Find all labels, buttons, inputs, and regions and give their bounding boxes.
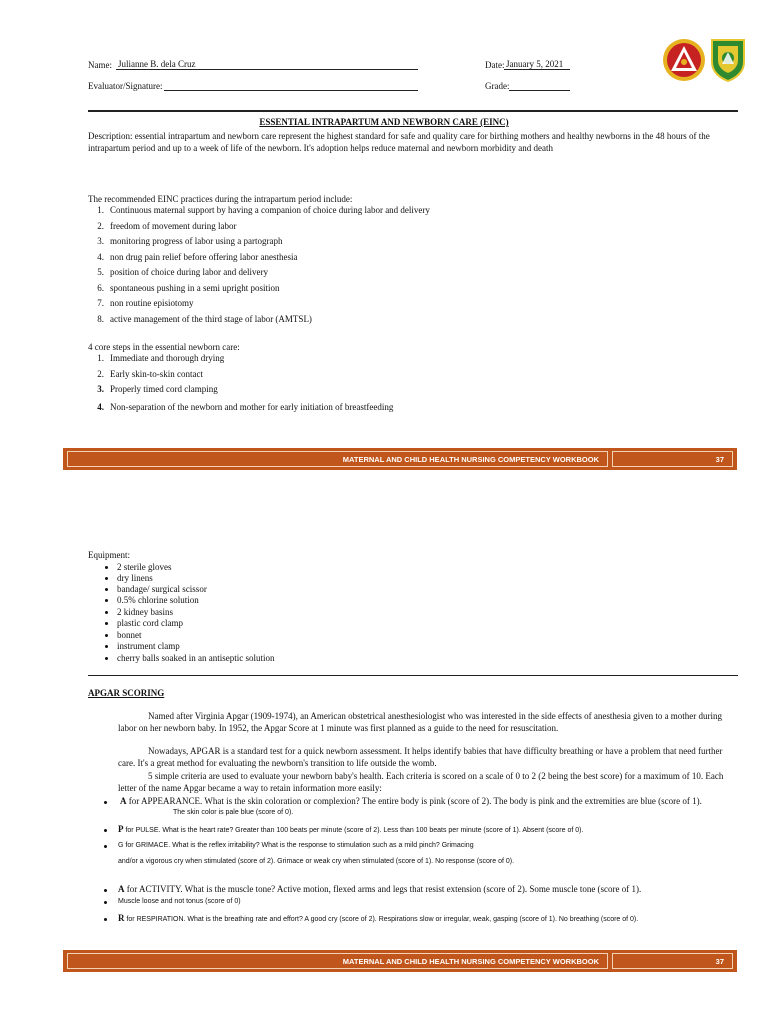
einc-description-line2: intrapartum period and up to a week of life of the newborn. It's adoption helps reduce maternal and newborn morbidity and death bbox=[88, 143, 553, 153]
einc-title: ESSENTIAL INTRAPARTUM AND NEWBORN CARE (EINC) bbox=[259, 117, 509, 127]
equipment-label: Equipment: bbox=[88, 550, 130, 560]
bullet-icon bbox=[105, 611, 108, 614]
apgar-para2-line1: Nowadays, APGAR is a standard test for a quick newborn assessment. It helps identify babies that have difficulty breathing or have a problem that need further bbox=[148, 746, 723, 756]
apgar-grimace-sub: and/or a vigorous cry when stimulated (score of 2). Grimace or weak cry when stimulated (score of 1). No response (score of 0). bbox=[118, 858, 515, 865]
bullet-icon bbox=[105, 645, 108, 648]
grade-label: Grade: bbox=[485, 81, 510, 91]
apgar-activity bbox=[118, 884, 641, 895]
apgar-letter: A bbox=[120, 796, 127, 806]
bullet-icon bbox=[105, 588, 108, 591]
apgar-pulse bbox=[118, 824, 583, 836]
apgar-para1-line1: Named after Virginia Apgar (1909-1974), an American obstetrical anesthesiologist who was interested in the side effects of anesthesia given to a mother during bbox=[148, 711, 723, 721]
date-field[interactable] bbox=[504, 58, 570, 70]
apgar-criterion-text: for APPEARANCE. What is the skin coloration or complexion? The entire body is pink (score of 2). The body is pink and the extremities are blue (score of 1). bbox=[128, 796, 702, 806]
bullet-icon bbox=[104, 918, 107, 921]
apgar-para1-line2: labor on her newborn baby. In 1952, the Apgar Score at 1 minute was first planned as a guide to the need for resuscitation. bbox=[118, 723, 559, 733]
apgar-criterion-text: for RESPIRATION. What is the breathing rate and effort? A good cry (score of 2). Respirations slow or irregular, weak, gasping (score of 1). No breathing (score of 0). bbox=[126, 916, 639, 923]
list-item: 2 sterile gloves bbox=[117, 562, 172, 572]
list-item: dry linens bbox=[117, 573, 153, 583]
evaluator-label: Evaluator/Signature: bbox=[88, 81, 163, 91]
apgar-letter: R bbox=[118, 913, 125, 923]
list-item: bonnet bbox=[117, 630, 142, 640]
page-number: 37 bbox=[612, 953, 733, 969]
bullet-icon bbox=[105, 622, 108, 625]
date-value: January 5, 2021 bbox=[506, 59, 564, 69]
footer-band bbox=[63, 448, 737, 470]
apgar-heading: APGAR SCORING bbox=[88, 688, 165, 698]
bullet-icon bbox=[104, 901, 107, 904]
apgar-letter: A bbox=[118, 884, 125, 894]
list-item: plastic cord clamp bbox=[117, 618, 183, 628]
list-item: instrument clamp bbox=[117, 641, 180, 651]
bullet-icon bbox=[104, 845, 107, 848]
bullet-icon bbox=[105, 634, 108, 637]
apgar-appearance-sub: The skin color is pale blue (score of 0). bbox=[173, 809, 294, 816]
bullet-icon bbox=[104, 889, 107, 892]
workbook-title: MATERNAL AND CHILD HEALTH NURSING COMPETENCY WORKBOOK bbox=[67, 953, 608, 969]
apgar-grimace bbox=[118, 841, 474, 851]
bullet-icon bbox=[105, 577, 108, 580]
apgar-criterion-text: for ACTIVITY. What is the muscle tone? Active motion, flexed arms and legs that resist extension (score of 2). Some muscle tone (score of 1). bbox=[126, 884, 642, 894]
school-logo-green bbox=[708, 36, 748, 82]
einc-description-line1: Description: essential intrapartum and newborn care represent the highest standard for safe and quality care for birthing mothers and healthy newborns in the 48 hours of the bbox=[88, 131, 710, 141]
header-divider bbox=[88, 110, 738, 112]
apgar-para2-line2: care. It's a great method for evaluating the newborn's transition to life outside the womb. bbox=[118, 758, 437, 768]
name-value: Julianne B. dela Cruz bbox=[118, 59, 196, 69]
apgar-criterion-text: for PULSE. What is the heart rate? Greater than 100 beats per minute (score of 2). Less than 100 beats per minute (score of 1). Absent (score of 0). bbox=[125, 827, 584, 834]
apgar-activity-sub: Muscle loose and not tonus (score of 0) bbox=[118, 898, 241, 905]
bullet-icon bbox=[105, 657, 108, 660]
footer-band bbox=[63, 950, 737, 972]
list-item: bandage/ surgical scissor bbox=[117, 584, 207, 594]
apgar-para3-line2: letter of the name Apgar became a way to retain information more easily: bbox=[118, 783, 382, 793]
grade-field[interactable] bbox=[509, 79, 570, 91]
bullet-icon bbox=[105, 599, 108, 602]
bullet-icon bbox=[104, 829, 107, 832]
practices-intro: The recommended EINC practices during the intrapartum period include: bbox=[88, 194, 353, 204]
apgar-letter: G bbox=[118, 842, 124, 849]
apgar-respiration bbox=[118, 913, 638, 925]
list-item: 0.5% chlorine solution bbox=[117, 595, 199, 605]
section-divider bbox=[88, 675, 738, 676]
apgar-appearance bbox=[120, 796, 702, 807]
name-field[interactable] bbox=[116, 58, 418, 70]
list-item: 2 kidney basins bbox=[117, 607, 173, 617]
list-item: cherry balls soaked in an antiseptic solution bbox=[117, 653, 275, 663]
bullet-icon bbox=[104, 801, 107, 804]
bullet-icon bbox=[105, 566, 108, 569]
apgar-criterion-text: for GRIMACE. What is the reflex irritability? What is the response to stimulation such as a mild pinch? Grimacing bbox=[125, 842, 474, 849]
name-label: Name: bbox=[88, 60, 112, 70]
school-logo-red bbox=[662, 38, 706, 82]
evaluator-signature-field[interactable] bbox=[164, 79, 418, 91]
apgar-para3-line1: 5 simple criteria are used to evaluate your newborn baby's health. Each criteria is scored on a scale of 0 to 2 (2 being the best score) for a maximum of 10. Each bbox=[148, 771, 724, 781]
date-label: Date: bbox=[485, 60, 505, 70]
apgar-letter: P bbox=[118, 824, 124, 834]
workbook-title: MATERNAL AND CHILD HEALTH NURSING COMPETENCY WORKBOOK bbox=[67, 451, 608, 467]
page-number: 37 bbox=[612, 451, 733, 467]
core-steps-intro: 4 core steps in the essential newborn care: bbox=[88, 342, 240, 352]
